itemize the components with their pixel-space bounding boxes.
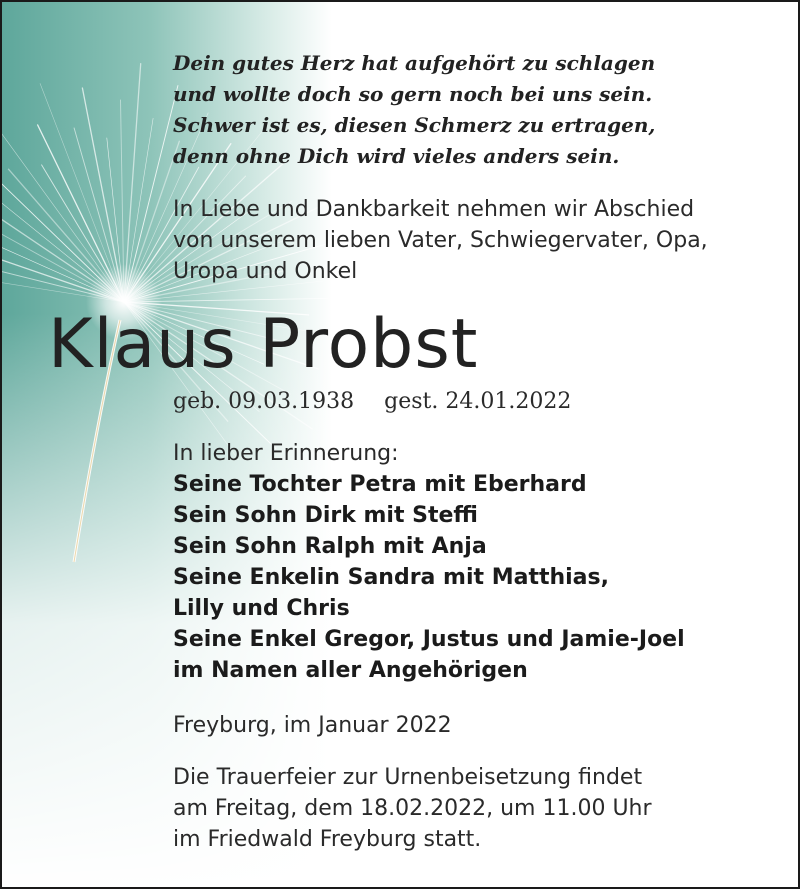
- poem: [173, 48, 655, 172]
- mourner-line: im Namen aller Angehörigen: [173, 658, 528, 683]
- poem-line: denn ohne Dich wird vieles anders sein.: [173, 144, 620, 168]
- farewell-intro: [173, 194, 708, 287]
- mourner-line: Seine Tochter Petra mit Eberhard: [173, 472, 587, 497]
- mourner-line: Sein Sohn Ralph mit Anja: [173, 534, 487, 559]
- mourner-line: Seine Enkelin Sandra mit Matthias,: [173, 565, 609, 590]
- life-dates: [173, 386, 571, 418]
- service-line: Die Trauerfeier zur Urnenbeisetzung findet: [173, 765, 643, 790]
- mourners-list: [173, 469, 685, 686]
- memory-label: In lieber Erinnerung:: [173, 441, 399, 466]
- poem-line: und wollte doch so gern noch bei uns sein.: [173, 82, 653, 106]
- service-line: im Friedwald Freyburg statt.: [173, 827, 482, 852]
- birth-date: geb. 09.03.1938: [173, 389, 355, 414]
- death-date: gest. 24.01.2022: [384, 389, 572, 414]
- poem-line: Schwer ist es, diesen Schmerz zu ertragen,: [173, 113, 656, 137]
- service-line: am Freitag, dem 18.02.2022, um 11.00 Uhr: [173, 796, 652, 821]
- place-and-date: Freyburg, im Januar 2022: [173, 713, 452, 738]
- deceased-name: Klaus Probst: [48, 305, 479, 384]
- intro-line: Uropa und Onkel: [173, 259, 358, 284]
- mourner-line: Seine Enkel Gregor, Justus und Jamie-Joel: [173, 627, 685, 652]
- funeral-service-info: [173, 762, 652, 855]
- intro-line: In Liebe und Dankbarkeit nehmen wir Abschied: [173, 197, 695, 222]
- poem-line: Dein gutes Herz hat aufgehört zu schlagen: [173, 51, 656, 75]
- mourner-line: Sein Sohn Dirk mit Steffi: [173, 503, 478, 528]
- intro-line: von unserem lieben Vater, Schwiegervater, Opa,: [173, 228, 708, 253]
- mourner-line: Lilly und Chris: [173, 596, 350, 621]
- notice-content: [2, 2, 800, 889]
